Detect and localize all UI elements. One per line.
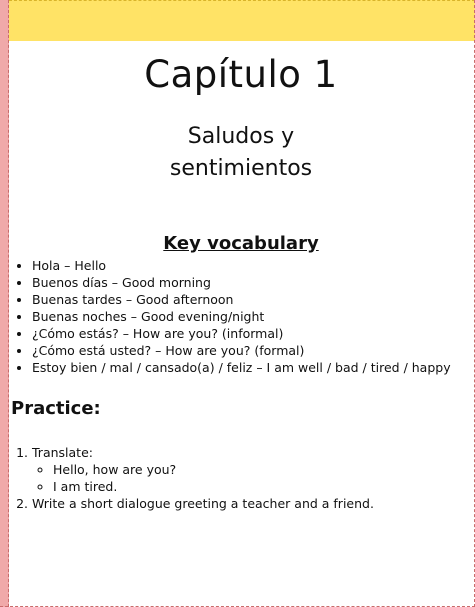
practice-sub-item: ◦ I am tired. (53, 478, 471, 495)
practice-heading: Practice: (11, 398, 101, 419)
practice-sub-item: ◦ Hello, how are you? (53, 461, 471, 478)
practice-item-text: Translate: (32, 445, 93, 460)
practice-sub-list (32, 461, 471, 495)
page-title: Capítulo 1 (144, 53, 338, 96)
subtitle-line-2: sentimientos (169, 156, 313, 181)
vocab-item: • Buenas tardes – Good afternoon (32, 291, 471, 308)
vocab-item: • Buenas noches – Good evening/night (32, 308, 471, 325)
vocab-item: • Hola – Hello (32, 257, 471, 274)
document-body (11, 41, 471, 512)
vocab-list (11, 257, 471, 376)
header-band (9, 0, 475, 41)
page-subtitle (11, 121, 471, 185)
subtitle-line-1: Saludos y (187, 124, 295, 149)
vocab-item: • ¿Cómo está usted? – How are you? (formal) (32, 342, 471, 359)
practice-item-text: Write a short dialogue greeting a teacher and a friend. (32, 496, 374, 511)
vocab-heading: Key vocabulary (163, 233, 319, 254)
practice-item (32, 444, 471, 495)
vocab-item: • Buenos días – Good morning (32, 274, 471, 291)
practice-item (32, 495, 471, 512)
practice-list (11, 444, 471, 512)
vocab-item: • ¿Cómo estás? – How are you? (informal) (32, 325, 471, 342)
vocab-item: • Estoy bien / mal / cansado(a) / feliz – I am well / bad / tired / happy (32, 359, 471, 376)
left-margin-band (0, 0, 9, 607)
